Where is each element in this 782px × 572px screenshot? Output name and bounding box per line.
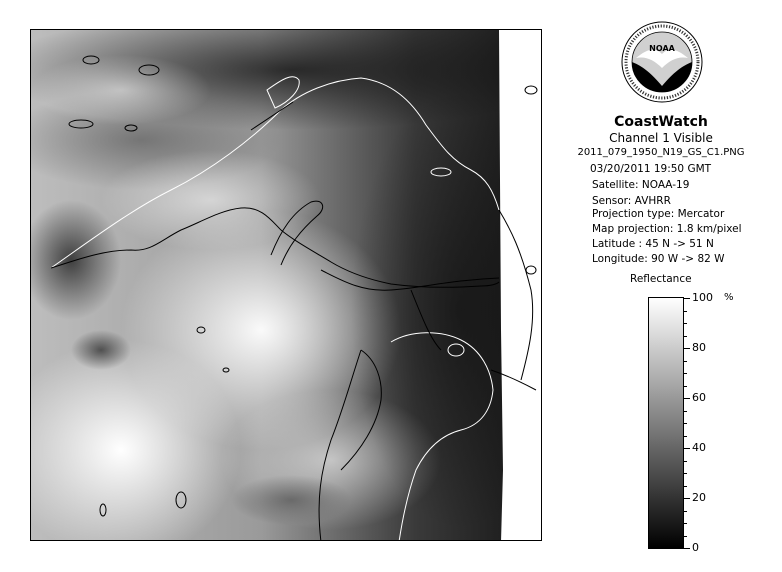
satellite-image-map xyxy=(30,29,542,541)
colorbar-unit: % xyxy=(724,292,734,303)
colorbar-tick-label: 40 xyxy=(692,441,706,454)
sensor-info: Sensor: AVHRR xyxy=(592,195,671,207)
colorbar-minor-tick xyxy=(684,423,687,424)
no-data-strip xyxy=(499,30,542,541)
colorbar-label: Reflectance xyxy=(630,273,692,285)
date-time: 03/20/2011 19:50 GMT xyxy=(590,163,712,175)
colorbar-minor-tick xyxy=(684,361,687,362)
colorbar-minor-tick xyxy=(684,336,687,337)
colorbar-minor-tick xyxy=(684,436,687,437)
longitude-range: Longitude: 90 W -> 82 W xyxy=(592,253,725,265)
colorbar-minor-tick xyxy=(684,486,687,487)
product-title: CoastWatch xyxy=(614,114,708,130)
map-projection: Map projection: 1.8 km/pixel xyxy=(592,223,742,235)
colorbar-minor-tick xyxy=(684,511,687,512)
satellite-info: Satellite: NOAA-19 xyxy=(592,179,690,191)
colorbar-tick-label: 100 xyxy=(692,291,713,304)
colorbar-tick-label: 0 xyxy=(692,541,699,554)
colorbar-tick xyxy=(684,348,690,349)
colorbar-minor-tick xyxy=(684,323,687,324)
map-svg xyxy=(31,30,542,541)
cloud-shadow-south xyxy=(231,475,351,525)
colorbar-tick xyxy=(684,298,690,299)
colorbar-minor-tick xyxy=(684,311,687,312)
colorbar-minor-tick xyxy=(684,523,687,524)
projection-type: Projection type: Mercator xyxy=(592,208,725,220)
colorbar-minor-tick xyxy=(684,373,687,374)
channel-label: Channel 1 Visible xyxy=(609,131,713,145)
cloud-streak-3 xyxy=(31,55,211,125)
latitude-range: Latitude : 45 N -> 51 N xyxy=(592,238,714,250)
colorbar-tick xyxy=(684,548,690,549)
colorbar-tick xyxy=(684,448,690,449)
colorbar-ticks xyxy=(684,291,744,554)
colorbar-tick-label: 80 xyxy=(692,341,706,354)
colorbar-minor-tick xyxy=(684,411,687,412)
colorbar-tick-label: 60 xyxy=(692,391,706,404)
logo-text: NOAA xyxy=(649,44,675,53)
colorbar-minor-tick xyxy=(684,461,687,462)
reflectance-colorbar xyxy=(648,297,684,549)
colorbar-tick-label: 20 xyxy=(692,491,706,504)
noaa-logo xyxy=(620,20,704,104)
colorbar-tick xyxy=(684,398,690,399)
dark-patch xyxy=(71,330,131,370)
colorbar-minor-tick xyxy=(684,536,687,537)
noaa-logo-svg xyxy=(620,20,704,104)
file-name: 2011_079_1950_N19_GS_C1.PNG xyxy=(577,147,745,158)
colorbar-tick xyxy=(684,498,690,499)
colorbar-minor-tick xyxy=(684,386,687,387)
colorbar-minor-tick xyxy=(684,473,687,474)
